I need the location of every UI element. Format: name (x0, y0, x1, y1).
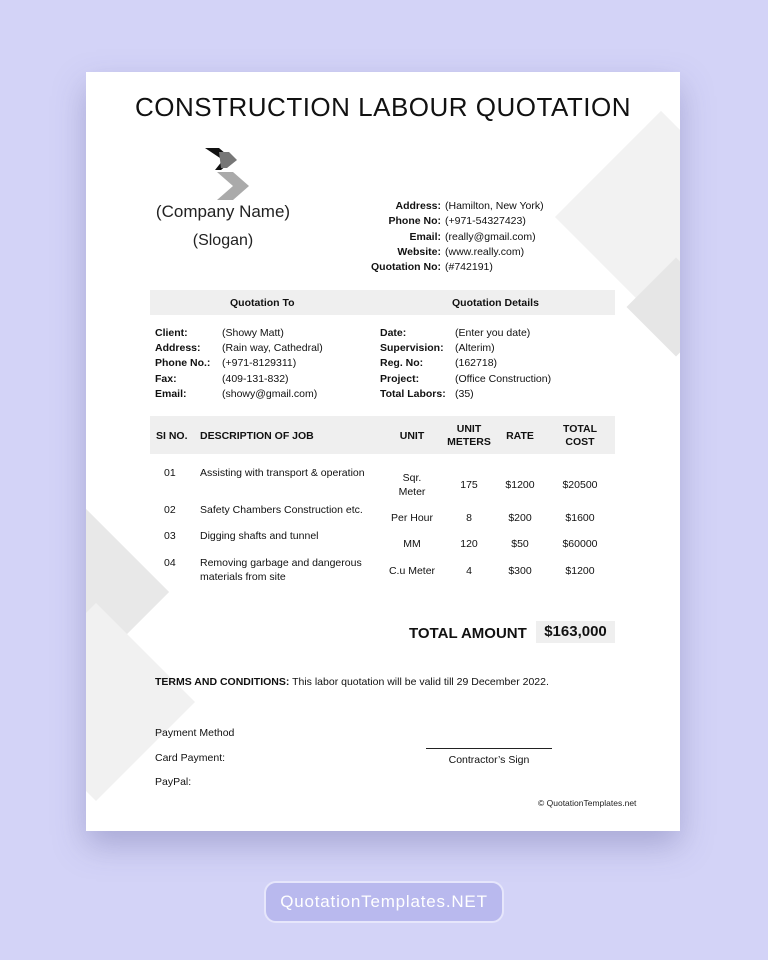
header-unit-meters-line2: METERS (447, 436, 491, 448)
row-cost: $60000 (562, 538, 598, 550)
header-si-no: SI NO. (156, 430, 188, 442)
quotation-document (86, 72, 680, 831)
contact-value: (+971-54327423) (445, 215, 526, 228)
info-value: (35) (455, 387, 474, 400)
row-number: 04 (164, 557, 176, 569)
contact-label: Phone No: (388, 215, 441, 228)
contact-label: Email: (409, 230, 441, 243)
info-label: Email: (155, 387, 187, 400)
contact-row (366, 261, 544, 276)
header-total-cost-line1: TOTAL (562, 423, 598, 435)
info-row (380, 327, 551, 342)
document-title: CONSTRUCTION LABOUR QUOTATION (135, 92, 631, 122)
terms-and-conditions (155, 676, 549, 688)
contact-value: (www.really.com) (445, 245, 525, 258)
contact-value: (really@gmail.com) (445, 230, 536, 243)
info-label: Project: (380, 372, 420, 385)
info-label: Date: (380, 327, 407, 339)
info-label: Supervision: (380, 342, 444, 355)
row-description: Assisting with transport & operation (200, 467, 365, 479)
row-cost: $20500 (562, 479, 598, 491)
info-row (155, 357, 323, 372)
info-row (155, 327, 323, 342)
paypal-label: PayPal: (155, 776, 192, 788)
company-slogan: (Slogan) (192, 232, 254, 249)
info-value: (showy@gmail.com) (222, 387, 318, 400)
header-unit-meters-line1: UNIT (456, 423, 482, 435)
copyright-text: © QuotationTemplates.net (538, 798, 637, 808)
header-unit: UNIT (399, 430, 425, 442)
contact-row (366, 231, 544, 246)
row-rate: $200 (508, 512, 532, 524)
card-payment-label: Card Payment: (155, 751, 226, 764)
row-number: 01 (164, 467, 176, 479)
info-value: (Enter you date) (455, 327, 531, 339)
info-label: Fax: (155, 372, 177, 385)
row-unit: MM (403, 538, 421, 550)
contact-label: Quotation No: (371, 261, 441, 274)
row-cost: $1200 (565, 565, 595, 577)
signature-line (426, 748, 552, 749)
total-amount-label: TOTAL AMOUNT (409, 625, 527, 642)
contractor-sign-label: Contractor’s Sign (448, 754, 530, 766)
header-description: DESCRIPTION OF JOB (200, 430, 314, 442)
info-row (155, 373, 323, 388)
row-number: 02 (164, 504, 176, 516)
total-amount-value: $163,000 (536, 621, 615, 643)
section-header-bar (150, 290, 615, 315)
info-label: Phone No.: (155, 357, 211, 370)
row-meters: 120 (460, 538, 478, 550)
info-row (380, 388, 551, 403)
info-value: (Office Construction) (455, 372, 552, 385)
row-description: Safety Chambers Construction etc. (200, 504, 363, 516)
contact-row (366, 215, 544, 230)
info-value: (409-131-832) (222, 372, 289, 385)
info-label: Reg. No: (380, 357, 424, 370)
row-unit: Per Hour (390, 512, 433, 524)
info-value: (+971-8129311) (222, 357, 297, 370)
row-number: 03 (164, 530, 176, 542)
payment-block (155, 727, 234, 801)
info-value: (Alterim) (455, 342, 495, 355)
row-rate: $1200 (505, 479, 535, 491)
contact-row (366, 246, 544, 261)
row-meters: 4 (466, 565, 472, 577)
row-cost: $1600 (565, 512, 595, 524)
payment-method-label: Payment Method (155, 727, 235, 739)
row-meters: 175 (460, 479, 478, 491)
header-rate: RATE (506, 430, 534, 442)
quotation-to-heading: Quotation To (230, 297, 295, 309)
contact-value: (Hamilton, New York) (445, 200, 544, 212)
quotation-details-heading: Quotation Details (452, 297, 539, 309)
info-row (380, 357, 551, 372)
contact-label: Address: (395, 200, 441, 212)
row-unit: C.u Meter (388, 565, 436, 577)
row-meters: 8 (466, 512, 472, 524)
row-description: Digging shafts and tunnel (200, 530, 319, 542)
info-row (155, 342, 323, 357)
info-value: (Rain way, Cathedral) (222, 342, 323, 355)
row-description: Removing garbage and dangerous (200, 557, 362, 569)
row-rate: $300 (508, 565, 532, 577)
quotation-details-block (380, 327, 551, 403)
info-row (155, 388, 323, 403)
info-row (380, 342, 551, 357)
contact-value: (#742191) (445, 261, 493, 274)
header-total-cost-line2: COST (565, 436, 595, 448)
brand-badge: QuotationTemplates.NET (264, 881, 504, 923)
info-value: (162718) (455, 357, 498, 370)
quotation-to-block (155, 327, 323, 403)
terms-label: TERMS AND CONDITIONS: (155, 676, 290, 688)
row-unit: Sqr. (402, 472, 422, 484)
job-table-header (150, 416, 615, 454)
info-value: (Showy Matt) (222, 327, 284, 339)
company-name: (Company Name) (155, 202, 291, 221)
info-row (380, 373, 551, 388)
terms-text: This labor quotation will be valid till 29 December 2022. (289, 676, 549, 688)
chevron-arrows-logo-icon (203, 146, 249, 200)
company-contact-block (366, 200, 544, 276)
row-unit-line2: Meter (398, 486, 426, 498)
contact-label: Website: (397, 245, 441, 258)
info-label: Client: (155, 327, 188, 339)
info-label: Address: (155, 342, 201, 355)
row-rate: $50 (511, 538, 529, 550)
row-description-line2: materials from site (200, 571, 286, 583)
contact-row (366, 200, 544, 215)
info-label: Total Labors: (380, 387, 446, 400)
